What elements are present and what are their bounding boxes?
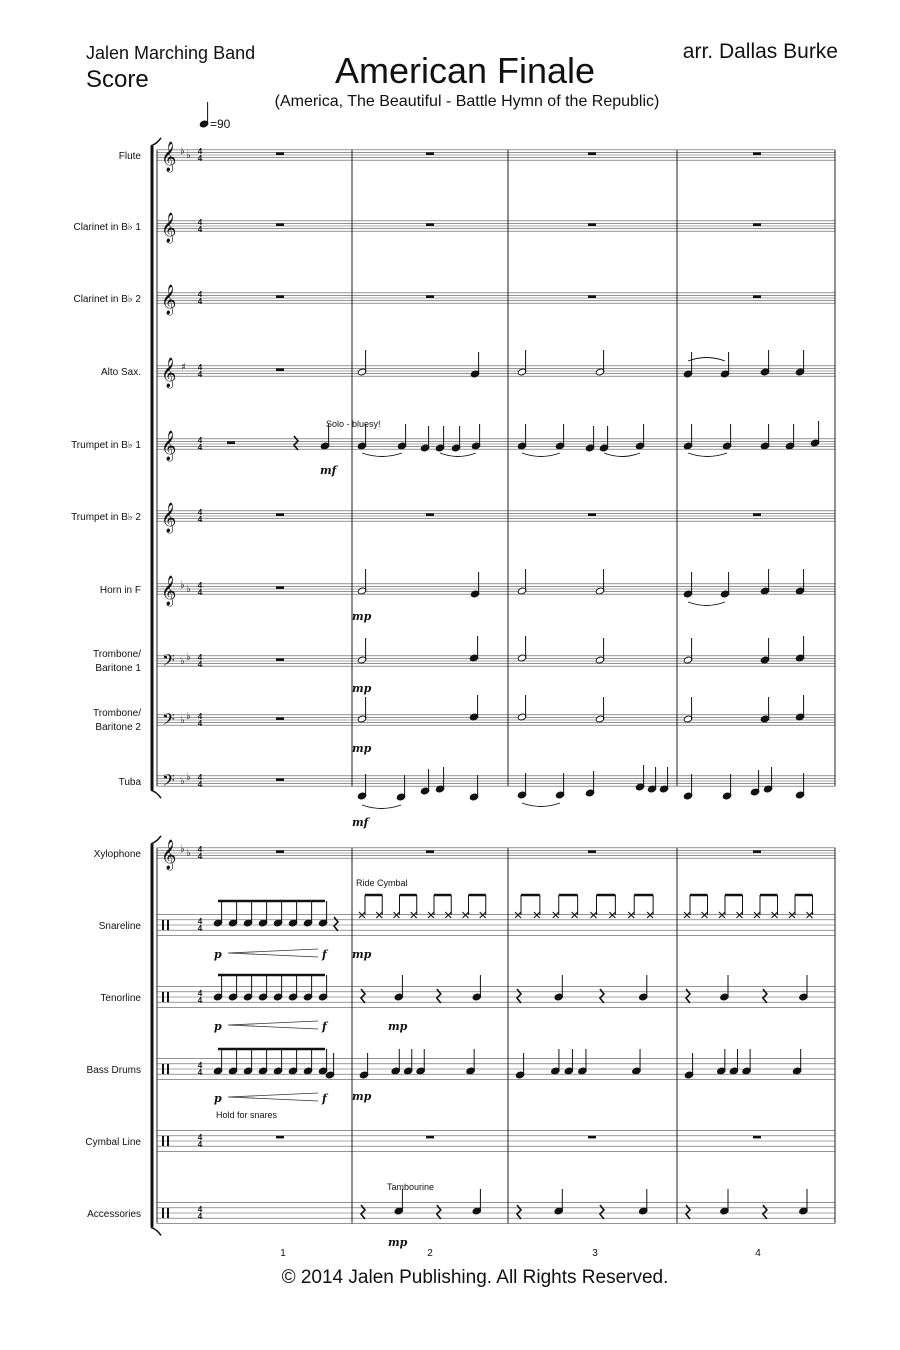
- flat-sign: ♭: [180, 844, 185, 855]
- instrument-name: Trumpet in B♭ 1: [71, 440, 141, 451]
- whole-rest: [753, 223, 761, 226]
- bracket-hook: [151, 790, 161, 798]
- flat-sign: ♭: [186, 711, 191, 722]
- time-signature-top: 4: [197, 653, 203, 662]
- quarter-rest: [437, 1205, 441, 1219]
- instrument-name: Trombone/: [93, 708, 141, 719]
- instrument-name: Xylophone: [93, 849, 141, 860]
- treble-clef: 𝄞: [161, 576, 177, 606]
- crescendo-hairpin: [228, 1021, 318, 1029]
- staff-9: [157, 776, 835, 786]
- time-signature-bottom: 4: [197, 660, 203, 669]
- instrument-name: Trombone/: [93, 649, 141, 660]
- measure-number: 4: [755, 1248, 761, 1259]
- staff-15: [157, 1203, 835, 1224]
- crescendo-hairpin: [228, 949, 318, 957]
- instrument-name-line2: Baritone 1: [95, 663, 141, 674]
- whole-rest: [588, 223, 596, 226]
- quarter-rest: [686, 1205, 690, 1219]
- dynamic-p: p: [214, 1020, 222, 1033]
- time-signature-top: 4: [197, 581, 203, 590]
- instrument-name-line2: Baritone 2: [95, 722, 141, 733]
- hold-annotation: Hold for snares: [216, 1110, 278, 1120]
- time-signature-bottom: 4: [197, 924, 203, 933]
- whole-rest: [276, 778, 284, 781]
- staff-10: [157, 848, 835, 858]
- time-signature-bottom: 4: [197, 225, 203, 234]
- flat-sign: ♭: [186, 772, 191, 783]
- treble-clef: 𝄞: [161, 431, 177, 461]
- x-note-head: [515, 912, 521, 918]
- staff-8: [157, 715, 835, 725]
- whole-rest: [753, 295, 761, 298]
- dynamic-mp: mp: [352, 610, 372, 623]
- copyright-notice: © 2014 Jalen Publishing. All Rights Reserved.: [281, 1267, 669, 1288]
- x-note-head: [534, 912, 540, 918]
- time-signature-top: 4: [197, 845, 203, 854]
- whole-rest: [588, 1136, 596, 1139]
- bracket-hook: [151, 836, 161, 844]
- time-signature-bottom: 4: [197, 297, 203, 306]
- dynamic-p: p: [214, 1092, 222, 1105]
- x-note-head: [553, 912, 559, 918]
- dynamic-mp: mp: [352, 948, 372, 961]
- x-note-head: [591, 912, 597, 918]
- flat-sign: ♭: [180, 580, 185, 591]
- quarter-rest: [437, 989, 441, 1003]
- x-note-head: [445, 912, 451, 918]
- whole-rest: [753, 1136, 761, 1139]
- quarter-rest: [517, 989, 521, 1003]
- time-signature-bottom: 4: [197, 370, 203, 379]
- instrument-name: Tenorline: [100, 993, 141, 1004]
- tempo-marking: =90: [210, 117, 231, 131]
- score-label: Score: [86, 66, 149, 93]
- x-note-head: [572, 912, 578, 918]
- dynamic-mp: mp: [352, 742, 372, 755]
- x-note-head: [463, 912, 469, 918]
- staff-3: [157, 366, 835, 376]
- time-signature-top: 4: [197, 218, 203, 227]
- dynamic-f: f: [322, 948, 327, 961]
- slur: [362, 805, 401, 809]
- whole-rest: [276, 850, 284, 853]
- instrument-name: Snareline: [98, 921, 141, 932]
- whole-rest: [426, 850, 434, 853]
- percussion-clef: [167, 1064, 169, 1074]
- time-signature-top: 4: [197, 773, 203, 782]
- whole-rest: [276, 152, 284, 155]
- crescendo-hairpin: [228, 1093, 318, 1101]
- time-signature-top: 4: [197, 917, 203, 926]
- treble-clef: 𝄞: [161, 142, 177, 172]
- flat-sign: ♭: [180, 776, 185, 787]
- percussion-clef: [167, 1208, 169, 1218]
- percussion-clef: [167, 920, 169, 930]
- staff-0: [157, 150, 835, 160]
- time-signature-bottom: 4: [197, 515, 203, 524]
- treble-clef: 𝄞: [161, 503, 177, 533]
- flat-sign: ♭: [180, 656, 185, 667]
- x-note-head: [754, 912, 760, 918]
- slur: [440, 453, 476, 457]
- time-signature-top: 4: [197, 147, 203, 156]
- whole-rest: [426, 1136, 434, 1139]
- treble-clef: 𝄞: [161, 840, 177, 870]
- instrument-name: Clarinet in B♭ 1: [73, 222, 141, 233]
- x-note-head: [737, 912, 743, 918]
- arranger-credit: arr. Dallas Burke: [682, 40, 838, 63]
- measure-number: 3: [592, 1248, 598, 1259]
- whole-rest: [753, 850, 761, 853]
- staff-5: [157, 511, 835, 521]
- quarter-rest: [763, 989, 767, 1003]
- quarter-rest: [686, 989, 690, 1003]
- half-rest: [227, 441, 235, 444]
- quarter-rest: [294, 436, 298, 450]
- whole-rest: [426, 152, 434, 155]
- x-note-head: [428, 912, 434, 918]
- flat-sign: ♭: [186, 150, 191, 161]
- slur: [604, 453, 640, 457]
- bass-clef: 𝄢: [162, 770, 175, 794]
- instrument-name: Clarinet in B♭ 2: [73, 294, 141, 305]
- time-signature-bottom: 4: [197, 719, 203, 728]
- bracket-hook: [151, 138, 161, 146]
- whole-rest: [588, 513, 596, 516]
- dynamic-f: f: [322, 1020, 327, 1033]
- quarter-rest: [517, 1205, 521, 1219]
- time-signature-bottom: 4: [197, 996, 203, 1005]
- sharp-sign: ♯: [181, 362, 186, 373]
- whole-rest: [753, 152, 761, 155]
- dynamic-mp: mp: [352, 682, 372, 695]
- x-note-head: [628, 912, 634, 918]
- whole-rest: [276, 513, 284, 516]
- whole-rest: [588, 850, 596, 853]
- time-signature-top: 4: [197, 1061, 203, 1070]
- x-note-head: [789, 912, 795, 918]
- staff-11: [157, 915, 835, 936]
- whole-rest: [426, 223, 434, 226]
- bass-clef: 𝄢: [162, 650, 175, 674]
- whole-rest: [276, 658, 284, 661]
- whole-rest: [276, 223, 284, 226]
- band-name: Jalen Marching Band: [86, 43, 256, 63]
- time-signature-bottom: 4: [197, 443, 203, 452]
- slur: [362, 453, 402, 457]
- whole-rest: [276, 368, 284, 371]
- time-signature-top: 4: [197, 1205, 203, 1214]
- time-signature-top: 4: [197, 363, 203, 372]
- slur: [688, 602, 725, 606]
- treble-clef: 𝄞: [161, 358, 177, 388]
- whole-rest: [276, 1136, 284, 1139]
- instrument-name: Accessories: [87, 1209, 141, 1220]
- whole-rest: [276, 586, 284, 589]
- time-signature-bottom: 4: [197, 1068, 203, 1077]
- percussion-clef: [162, 1064, 164, 1074]
- x-note-head: [684, 912, 690, 918]
- instrument-name: Cymbal Line: [85, 1137, 141, 1148]
- whole-rest: [588, 295, 596, 298]
- flat-sign: ♭: [180, 715, 185, 726]
- dynamic-mf: mf: [320, 464, 337, 477]
- whole-rest: [753, 513, 761, 516]
- whole-rest: [276, 295, 284, 298]
- instrument-name: Tuba: [118, 777, 141, 788]
- staff-14: [157, 1131, 835, 1152]
- x-note-head: [480, 912, 486, 918]
- time-signature-bottom: 4: [197, 852, 203, 861]
- percussion-clef: [162, 920, 164, 930]
- staff-2: [157, 293, 835, 303]
- whole-rest: [426, 513, 434, 516]
- quarter-rest: [361, 1205, 365, 1219]
- dynamic-mp: mp: [388, 1236, 408, 1249]
- bracket-hook: [151, 1227, 161, 1235]
- measure-number: 2: [427, 1248, 433, 1259]
- dynamic-mf: mf: [352, 816, 369, 829]
- x-note-head: [772, 912, 778, 918]
- flat-sign: ♭: [186, 652, 191, 663]
- quarter-rest: [334, 917, 338, 931]
- dynamic-mp: mp: [388, 1020, 408, 1033]
- bass-clef: 𝄢: [162, 709, 175, 733]
- solo-annotation: Solo - bluesy!: [326, 419, 381, 429]
- slur: [522, 803, 560, 807]
- x-note-head: [411, 912, 417, 918]
- dynamic-mp: mp: [352, 1090, 372, 1103]
- time-signature-top: 4: [197, 436, 203, 445]
- instrument-name: Horn in F: [99, 585, 141, 596]
- treble-clef: 𝄞: [161, 213, 177, 243]
- tambourine-annotation: Tambourine: [387, 1182, 435, 1192]
- time-signature-bottom: 4: [197, 154, 203, 163]
- time-signature-bottom: 4: [197, 1140, 203, 1149]
- ride-cymbal-annotation: Ride Cymbal: [356, 878, 408, 888]
- x-note-head: [609, 912, 615, 918]
- quarter-rest: [763, 1205, 767, 1219]
- x-note-head: [719, 912, 725, 918]
- flat-sign: ♭: [186, 848, 191, 859]
- time-signature-top: 4: [197, 712, 203, 721]
- whole-rest: [588, 152, 596, 155]
- dynamic-p: p: [214, 948, 222, 961]
- staff-1: [157, 221, 835, 231]
- percussion-clef: [167, 992, 169, 1002]
- staff-4: [157, 439, 835, 449]
- percussion-clef: [162, 992, 164, 1002]
- quarter-rest: [600, 1205, 604, 1219]
- x-note-head: [359, 912, 365, 918]
- staff-6: [157, 584, 835, 594]
- percussion-clef: [167, 1136, 169, 1146]
- measure-number: 1: [280, 1248, 286, 1259]
- whole-rest: [426, 295, 434, 298]
- flat-sign: ♭: [180, 146, 185, 157]
- quarter-rest: [600, 989, 604, 1003]
- treble-clef: 𝄞: [161, 285, 177, 315]
- time-signature-bottom: 4: [197, 780, 203, 789]
- percussion-clef: [162, 1208, 164, 1218]
- x-note-head: [394, 912, 400, 918]
- instrument-name: Flute: [118, 151, 141, 162]
- time-signature-bottom: 4: [197, 588, 203, 597]
- slur: [688, 358, 725, 362]
- x-note-head: [702, 912, 708, 918]
- instrument-name: Trumpet in B♭ 2: [71, 512, 141, 523]
- dynamic-f: f: [322, 1092, 327, 1105]
- flat-sign: ♭: [186, 584, 191, 595]
- x-note-head: [807, 912, 813, 918]
- time-signature-top: 4: [197, 989, 203, 998]
- slur: [522, 453, 560, 457]
- piece-subtitle: (America, The Beautiful - Battle Hymn of the Republic): [274, 93, 660, 110]
- x-note-head: [647, 912, 653, 918]
- instrument-name: Bass Drums: [86, 1065, 141, 1076]
- quarter-rest: [361, 989, 365, 1003]
- staff-7: [157, 656, 835, 666]
- slur: [688, 453, 727, 457]
- percussion-clef: [162, 1136, 164, 1146]
- time-signature-top: 4: [197, 1133, 203, 1142]
- time-signature-top: 4: [197, 508, 203, 517]
- piece-title: American Finale: [334, 50, 596, 91]
- time-signature-top: 4: [197, 290, 203, 299]
- time-signature-bottom: 4: [197, 1212, 203, 1221]
- x-note-head: [376, 912, 382, 918]
- whole-rest: [276, 717, 284, 720]
- instrument-name: Alto Sax.: [100, 367, 141, 378]
